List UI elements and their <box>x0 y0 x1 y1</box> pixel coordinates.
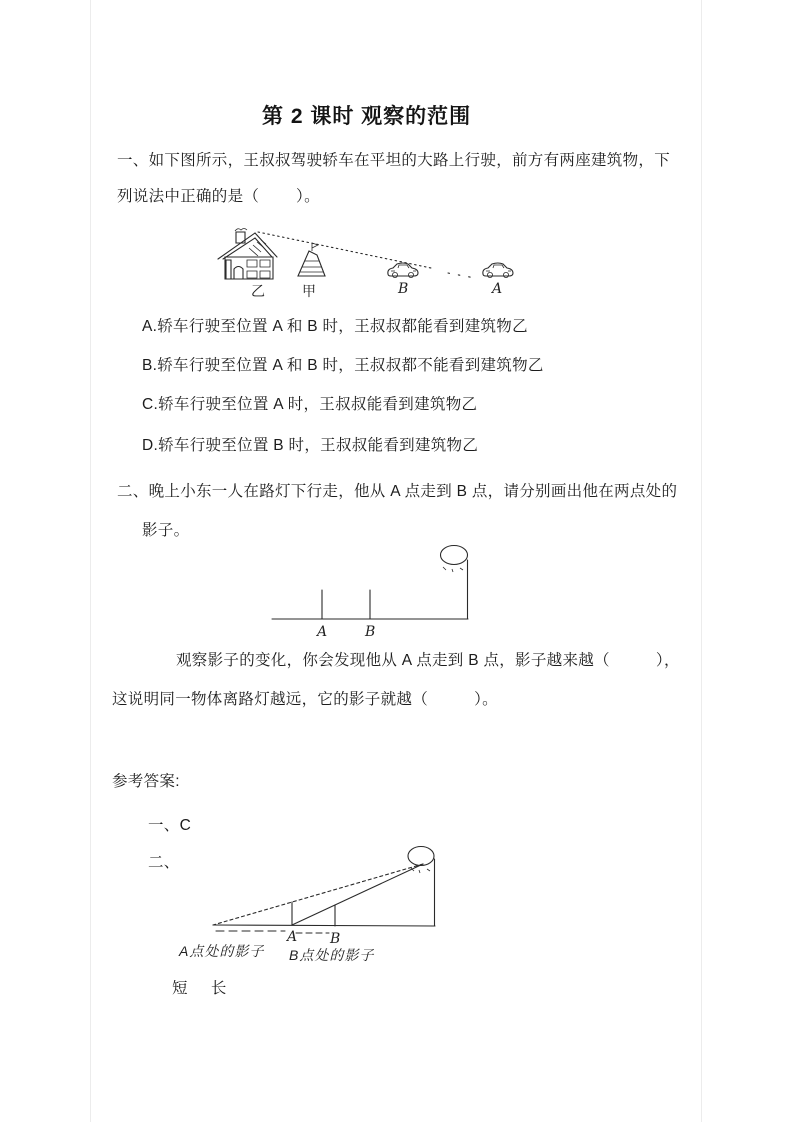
label-car-a: A <box>492 281 503 297</box>
label-point-b: B <box>365 624 376 640</box>
q1-option-d: D.轿车行驶至位置 B 时，王叔叔能看到建筑物乙 <box>142 437 479 454</box>
q1-option-b: B.轿车行驶至位置 A 和 B 时，王叔叔都不能看到建筑物乙 <box>142 357 544 374</box>
q2-prompt-line2: 影子。 <box>142 522 190 539</box>
car-a-illustration <box>483 263 513 278</box>
light-ray-through-b <box>292 864 423 925</box>
hut-illustration <box>298 243 325 276</box>
sight-line-dotted-sparse <box>448 273 475 278</box>
q1-option-a: A.轿车行驶至位置 A 和 B 时，王叔叔都能看到建筑物乙 <box>142 318 528 335</box>
q2-figure <box>258 540 486 640</box>
shadow-b-caption: B点处的影子 <box>289 947 375 963</box>
left-margin-line <box>90 0 91 1122</box>
q1-figure <box>205 226 525 304</box>
answers-heading: 参考答案: <box>112 773 180 790</box>
shadow-a-caption: A点处的影子 <box>179 943 265 959</box>
label-point-a: A <box>317 624 328 640</box>
q2-followup-line2: 这说明同一物体离路灯越远，它的影子就越（ ）。 <box>112 691 498 708</box>
car-b-illustration <box>388 263 418 278</box>
q1-prompt-line2: 列说法中正确的是（ ）。 <box>117 188 320 205</box>
label-point-b: B <box>330 931 341 947</box>
light-ray-through-a <box>213 864 423 925</box>
street-lamp-illustration <box>441 546 468 620</box>
answer-item2-label: 二、 <box>148 854 180 871</box>
label-building-yi: 乙 <box>251 283 265 299</box>
answer-figure <box>175 843 465 968</box>
q1-prompt-line1: 一、如下图所示，王叔叔驾驶轿车在平坦的大路上行驶，前方有两座建筑物，下 <box>117 152 671 169</box>
answer-item2-blanks: 短 长 <box>172 980 227 997</box>
q2-followup-line1: 观察影子的变化，你会发现他从 A 点走到 B 点，影子越来越（ ）， <box>176 652 680 669</box>
label-point-a: A <box>287 929 298 945</box>
answer-item1: 一、C <box>148 817 192 834</box>
ground-line <box>213 925 435 926</box>
house-illustration <box>218 229 277 280</box>
sight-line-dotted <box>258 232 431 268</box>
q2-prompt-line1: 二、晚上小东一人在路灯下行走，他从 A 点走到 B 点，请分别画出他在两点处的 <box>117 483 678 500</box>
street-lamp-illustration <box>408 847 435 927</box>
q1-option-c: C.轿车行驶至位置 A 时，王叔叔能看到建筑物乙 <box>142 396 478 413</box>
label-car-b: B <box>398 281 409 297</box>
right-margin-line <box>701 0 702 1122</box>
label-building-jia: 甲 <box>302 283 316 299</box>
page-title: 第 2 课时 观察的范围 <box>262 105 472 128</box>
